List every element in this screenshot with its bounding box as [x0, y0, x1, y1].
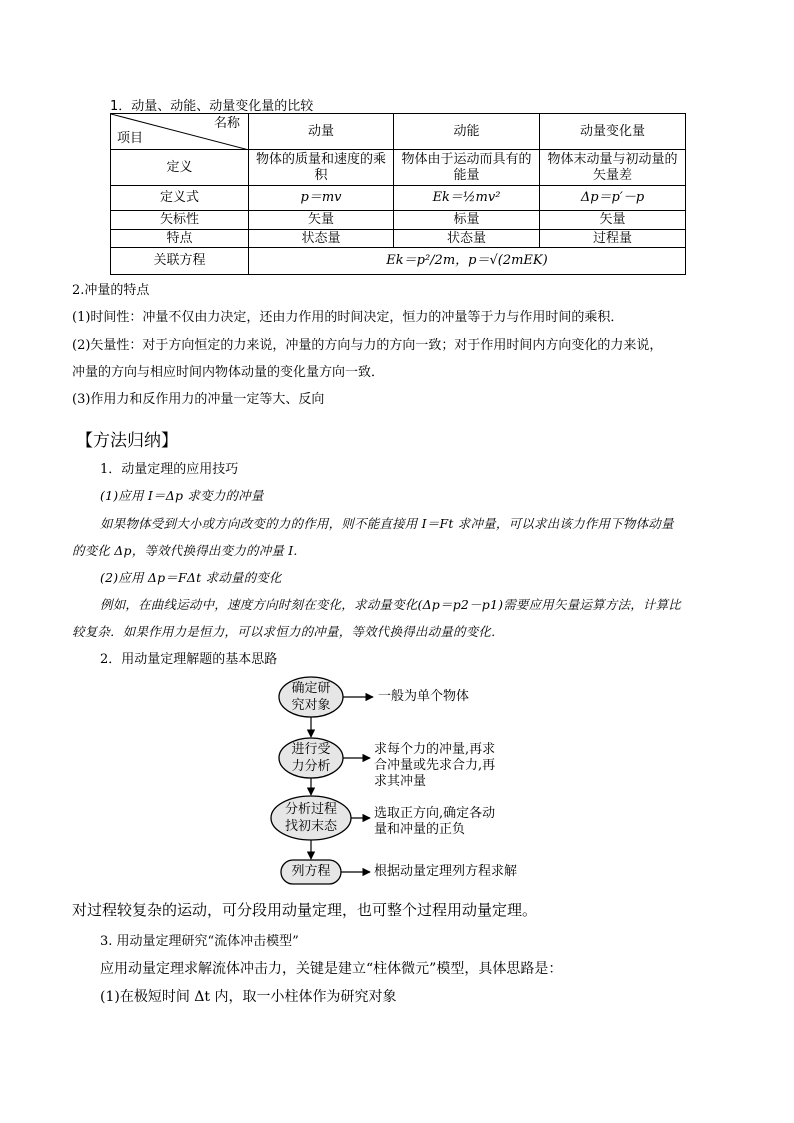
- flow-node-2-label: 进行受 力分析: [291, 742, 331, 774]
- flow-node-3-label: 分析过程 找初末态: [284, 802, 337, 834]
- impulse-paragraph-2b: 冲量的方向与相应时间内物体动量的变化量方向一致．: [72, 365, 385, 380]
- flow-note-2: 求每个力的冲量,再求 合冲量或先求合力,再 求其冲量: [374, 742, 496, 789]
- flow-note-4: 根据动量定理列方程求解: [374, 864, 518, 879]
- method-subtitle-1: 1．动量定理的应用技巧: [100, 462, 239, 477]
- row-label: 定义: [111, 150, 249, 186]
- table-cell: 状态量: [249, 230, 394, 248]
- merged-formula-cell: Ek＝p²/2m，p＝√(2mEK): [249, 248, 686, 275]
- column-header: 动量: [249, 114, 394, 150]
- method-item-2: (2)应用 Δp＝FΔt 求动量的变化: [100, 570, 282, 585]
- table-cell: 物体末动量与初动量的矢量差: [540, 150, 686, 186]
- impulse-paragraph-3: (3)作用力和反作用力的冲量一定等大、反向: [72, 392, 325, 407]
- corner-name-label: 名称: [213, 116, 240, 131]
- column-header: 动能: [394, 114, 540, 150]
- flow-node-4-label: 列方程: [291, 864, 331, 879]
- method-item-1: (1)应用 I＝Δp 求变力的冲量: [100, 488, 264, 503]
- row-label: 矢标性: [111, 211, 249, 230]
- table-cell: 状态量: [394, 230, 540, 248]
- table-cell: 矢量: [249, 211, 394, 230]
- method-heading: 【方法归纳】: [76, 431, 178, 451]
- flow-node-1-label: 确定研 究对象: [291, 681, 331, 713]
- summary-paragraph: 对过程较复杂的运动，可分段用动量定理，也可整个过程用动量定理。: [72, 901, 538, 919]
- method-subtitle-2: 2．用动量定理解题的基本思路: [100, 652, 278, 667]
- table-cell: 过程量: [540, 230, 686, 248]
- section-title-comparison: 1．动量、动能、动量变化量的比较: [110, 99, 314, 114]
- table-cell: 标量: [394, 211, 540, 230]
- formula-cell: Ek＝½mv²: [394, 186, 540, 211]
- flow-note-3: 选取正方向,确定各动 量和冲量的正负: [374, 806, 496, 837]
- fluid-model-step-1: (1)在极短时间 Δt 内，取一小柱体作为研究对象: [100, 989, 397, 1005]
- table-cell: 物体的质量和速度的乘积: [249, 150, 394, 186]
- row-label: 特点: [111, 230, 249, 248]
- impulse-paragraph-1: (1)时间性：冲量不仅由力决定，还由力作用的时间决定，恒力的冲量等于力与作用时间的乘积．: [72, 310, 624, 325]
- row-label: 关联方程: [111, 248, 249, 275]
- fluid-model-paragraph: 应用动量定理求解流体冲击力，关键是建立“柱体微元”模型，具体思路是：: [100, 961, 563, 977]
- method-item-2-para-a: 例如，在曲线运动中，速度方向时刻在变化，求动量变化(Δp＝p2－p1)需要应用矢量运算方法，计算比: [100, 597, 681, 612]
- method-item-1-para-a: 如果物体受到大小或方向改变的力的作用，则不能直接用 I＝Ft 求冲量，可以求出该力作用下物体动量: [100, 516, 674, 531]
- column-header: 动量变化量: [540, 114, 686, 150]
- impulse-title: 2.冲量的特点: [72, 283, 150, 298]
- fluid-model-title: 3. 用动量定理研究“流体冲击模型”: [100, 934, 299, 949]
- corner-item-label: 项目: [117, 131, 144, 146]
- impulse-paragraph-2a: (2)矢量性：对于方向恒定的力来说，冲量的方向与力的方向一致；对于作用时间内方向变化的力来说，: [72, 338, 663, 353]
- flow-note-1: 一般为单个物体: [378, 689, 470, 704]
- table-cell: 物体由于运动而具有的能量: [394, 150, 540, 186]
- formula-cell: Δp＝p′－p: [540, 186, 686, 211]
- table-cell: 矢量: [540, 211, 686, 230]
- method-item-2-para-b: 较复杂．如果作用力是恒力，可以求恒力的冲量，等效代换得出动量的变化．: [72, 624, 504, 639]
- method-item-1-para-b: 的变化 Δp，等效代换得出变力的冲量 I.: [72, 543, 298, 558]
- formula-cell: p＝mv: [249, 186, 394, 211]
- row-label: 定义式: [111, 186, 249, 211]
